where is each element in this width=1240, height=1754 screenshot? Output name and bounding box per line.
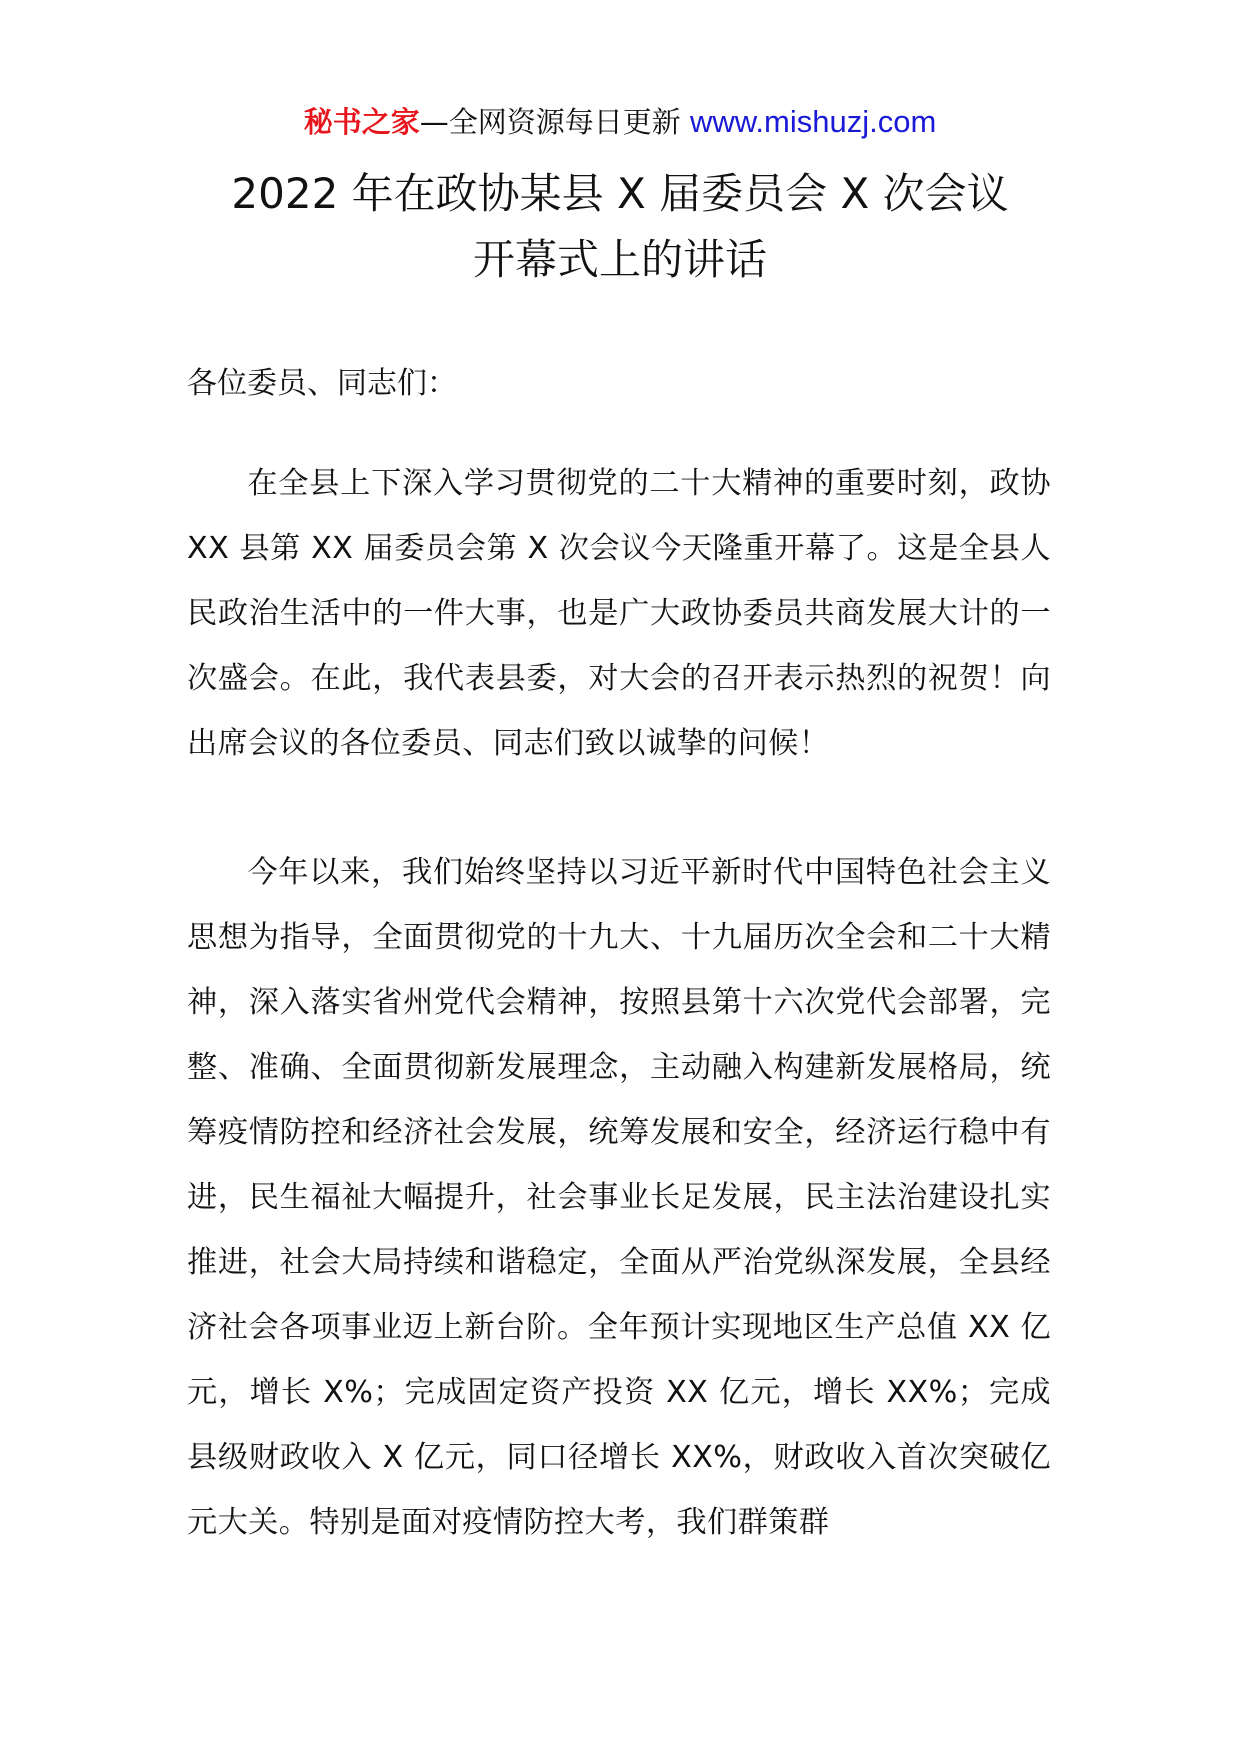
site-url-link[interactable]: www.mishuzj.com <box>689 104 937 139</box>
document-title-line-2: 开幕式上的讲话 <box>472 235 767 284</box>
brand-name: 秘书之家 <box>303 105 420 139</box>
body-paragraph: 在全县上下深入学习贯彻党的二十大精神的重要时刻，政协 XX 县第 XX 届委员会第 X 次会议今天隆重开幕了。这是全县人民政治生活中的一件大事，也是广大政协委员共商发展大计的一次盛会。在此，我代表县委，对大会的召开表示热烈的祝贺！向出席会议的各位委员、同志们致以诚挚的问候！ <box>187 466 1051 762</box>
header-tagline: —全网资源每日更新 <box>419 105 690 139</box>
document-title-line-1: 2022 年在政协某县 X 届委员会 X 次会议 <box>231 169 1009 218</box>
body-paragraph: 今年以来，我们始终坚持以习近平新时代中国特色社会主义思想为指导，全面贯彻党的十九大、十九届历次全会和二十大精神，深入落实省州党代会精神，按照县第十六次党代会部署，完整、准确、全面贯彻新发展理念，主动融入构建新发展格局，统筹疫情防控和经济社会发展，统筹发展和安全，经济运行稳中有进，民生福祉大幅提升，社会事业长足发展，民主法治建设扎实推进，社会大局持续和谐稳定，全面从严治党纵深发展，全县经济社会各项事业迈上新台阶。全年预计实现地区生产总值 XX 亿元，增长 X%；完成固定资产投资 XX 亿元，增长 XX%；完成县级财政收入 X 亿元，同口径增长 XX%，财政收入首次突破亿元大关。特别是面对疫情防控大考，我们群策群 <box>187 855 1051 1541</box>
salutation: 各位委员、同志们： <box>187 366 457 401</box>
document-title <box>0 161 1240 293</box>
site-header <box>0 100 1240 144</box>
